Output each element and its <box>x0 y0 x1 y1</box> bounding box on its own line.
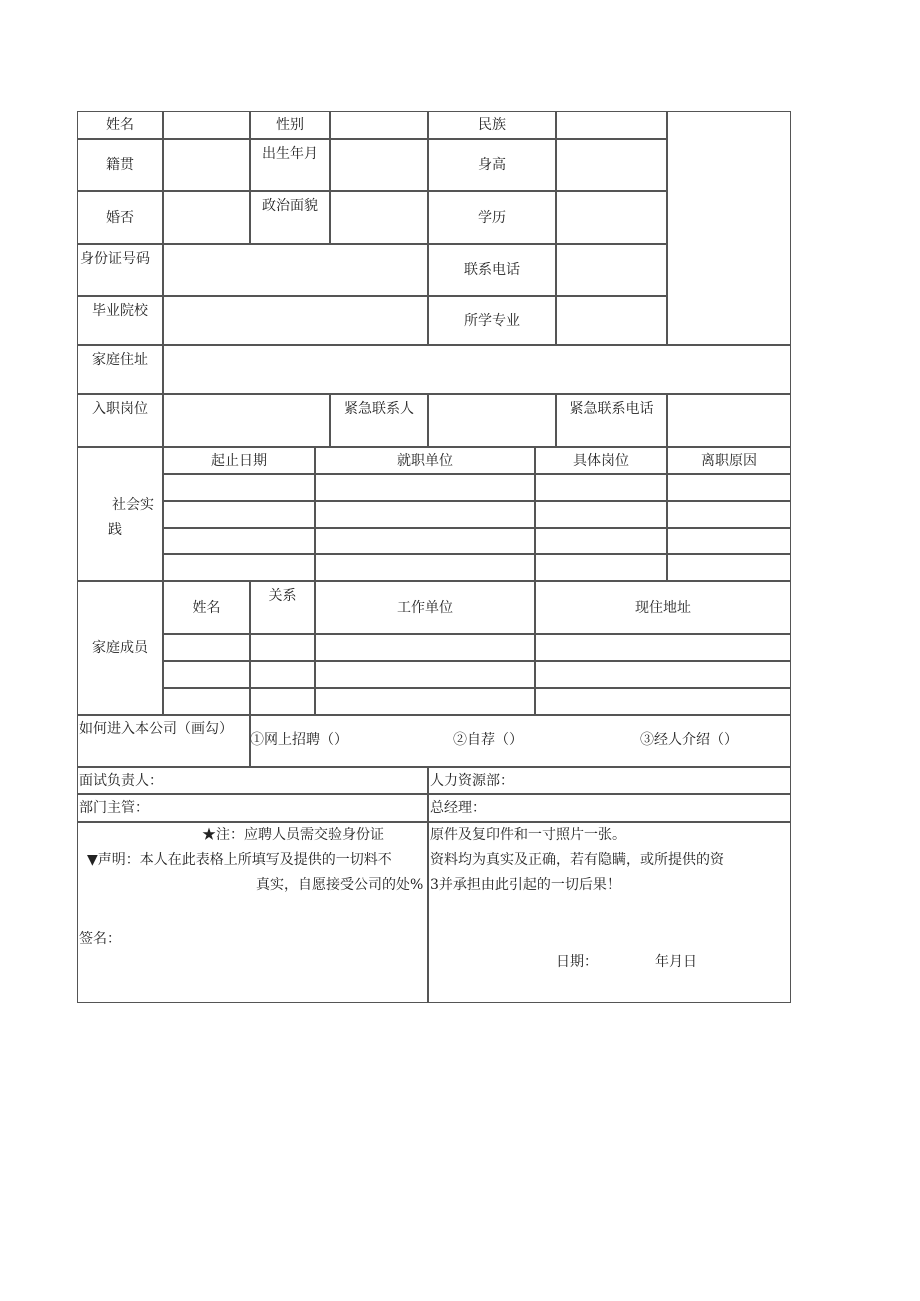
source-label: 如何进入本公司（画勾） <box>77 715 250 767</box>
date-label: 日期： <box>556 954 598 970</box>
statement-right-line1: 资料均为真实及正确，若有隐瞒，或所提供的资 <box>430 852 724 868</box>
id-number-label: 身份证号码 <box>77 244 163 296</box>
family-cell[interactable] <box>535 634 791 661</box>
family-header-name: 姓名 <box>163 581 250 634</box>
address-field[interactable] <box>163 345 791 394</box>
gender-label: 性别 <box>250 111 330 139</box>
education-field[interactable] <box>556 191 667 244</box>
family-cell[interactable] <box>250 634 315 661</box>
family-cell[interactable] <box>163 634 250 661</box>
phone-field[interactable] <box>556 244 667 296</box>
source-options <box>250 715 791 767</box>
gender-field[interactable] <box>330 111 428 139</box>
practice-cell[interactable] <box>315 528 535 554</box>
id-number-field[interactable] <box>163 244 428 296</box>
date-value[interactable]: 年月日 <box>655 954 697 970</box>
phone-label: 联系电话 <box>428 244 556 296</box>
family-cell[interactable] <box>315 634 535 661</box>
practice-header-employer: 就职单位 <box>315 447 535 474</box>
native-place-label: 籍贯 <box>77 139 163 191</box>
practice-cell[interactable] <box>163 501 315 528</box>
signature-label[interactable]: 签名： <box>79 931 121 947</box>
birth-field[interactable] <box>330 139 428 191</box>
practice-cell[interactable] <box>315 501 535 528</box>
ethnicity-field[interactable] <box>556 111 667 139</box>
application-form <box>78 112 791 1003</box>
political-field[interactable] <box>330 191 428 244</box>
source-option-online[interactable]: ①网上招聘（） <box>250 732 348 748</box>
practice-cell[interactable] <box>667 474 791 501</box>
interviewer-field[interactable]: 面试负责人： <box>77 767 428 794</box>
photo-box[interactable] <box>667 111 791 345</box>
practice-cell[interactable] <box>667 528 791 554</box>
family-cell[interactable] <box>250 661 315 688</box>
emergency-contact-field[interactable] <box>428 394 556 447</box>
position-label: 入职岗位 <box>77 394 163 447</box>
statement-line1: ▼声明：本人在此表格上所填写及提供的一切料不 <box>87 852 392 868</box>
family-cell[interactable] <box>535 688 791 715</box>
family-header-relation: 关系 <box>250 581 315 634</box>
source-option-self[interactable]: ②自荐（） <box>453 732 523 748</box>
family-cell[interactable] <box>315 661 535 688</box>
gm-field[interactable]: 总经理： <box>428 794 791 822</box>
major-label: 所学专业 <box>428 296 556 345</box>
practice-cell[interactable] <box>315 474 535 501</box>
native-place-field[interactable] <box>163 139 250 191</box>
notice-text-cont: 原件及复印件和一寸照片一张。 <box>430 827 626 843</box>
birth-label: 出生年月 <box>250 139 330 191</box>
emergency-contact-label: 紧急联系人 <box>330 394 428 447</box>
dept-head-field[interactable]: 部门主管： <box>77 794 428 822</box>
height-label: 身高 <box>428 139 556 191</box>
declaration-right <box>428 822 791 1003</box>
practice-header-role: 具体岗位 <box>535 447 667 474</box>
position-field[interactable] <box>163 394 330 447</box>
practice-cell[interactable] <box>163 554 315 581</box>
practice-cell[interactable] <box>163 474 315 501</box>
education-label: 学历 <box>428 191 556 244</box>
source-option-referral[interactable]: ③经人介绍（） <box>640 732 738 748</box>
practice-header-dates: 起止日期 <box>163 447 315 474</box>
family-cell[interactable] <box>535 661 791 688</box>
marital-label: 婚否 <box>77 191 163 244</box>
school-field[interactable] <box>163 296 428 345</box>
emergency-phone-field[interactable] <box>667 394 791 447</box>
practice-cell[interactable] <box>535 474 667 501</box>
practice-label-line2: 践 <box>108 522 122 538</box>
hr-field[interactable]: 人力资源部： <box>428 767 791 794</box>
practice-section-label <box>77 447 163 581</box>
family-cell[interactable] <box>163 661 250 688</box>
name-label: 姓名 <box>77 111 163 139</box>
school-label: 毕业院校 <box>77 296 163 345</box>
family-section-label: 家庭成员 <box>77 581 163 715</box>
notice-text: ★注：应聘人员需交验身份证 <box>202 827 384 843</box>
practice-cell[interactable] <box>535 554 667 581</box>
declaration-left <box>77 822 428 1003</box>
major-field[interactable] <box>556 296 667 345</box>
practice-cell[interactable] <box>315 554 535 581</box>
family-cell[interactable] <box>315 688 535 715</box>
practice-cell[interactable] <box>667 554 791 581</box>
family-cell[interactable] <box>163 688 250 715</box>
family-cell[interactable] <box>250 688 315 715</box>
family-header-address: 现住地址 <box>535 581 791 634</box>
height-field[interactable] <box>556 139 667 191</box>
statement-right-line2: 3并承担由此引起的一切后果！ <box>430 877 621 893</box>
practice-cell[interactable] <box>535 528 667 554</box>
political-label: 政治面貌 <box>250 191 330 244</box>
name-field[interactable] <box>163 111 250 139</box>
practice-cell[interactable] <box>535 501 667 528</box>
statement-line2: 真实，自愿接受公司的处% <box>256 877 424 893</box>
marital-field[interactable] <box>163 191 250 244</box>
practice-cell[interactable] <box>667 501 791 528</box>
practice-label-line1: 社会实 <box>112 497 154 513</box>
practice-header-reason: 离职原因 <box>667 447 791 474</box>
practice-cell[interactable] <box>163 528 315 554</box>
ethnicity-label: 民族 <box>428 111 556 139</box>
address-label: 家庭住址 <box>77 345 163 394</box>
emergency-phone-label: 紧急联系电话 <box>556 394 667 447</box>
family-header-employer: 工作单位 <box>315 581 535 634</box>
